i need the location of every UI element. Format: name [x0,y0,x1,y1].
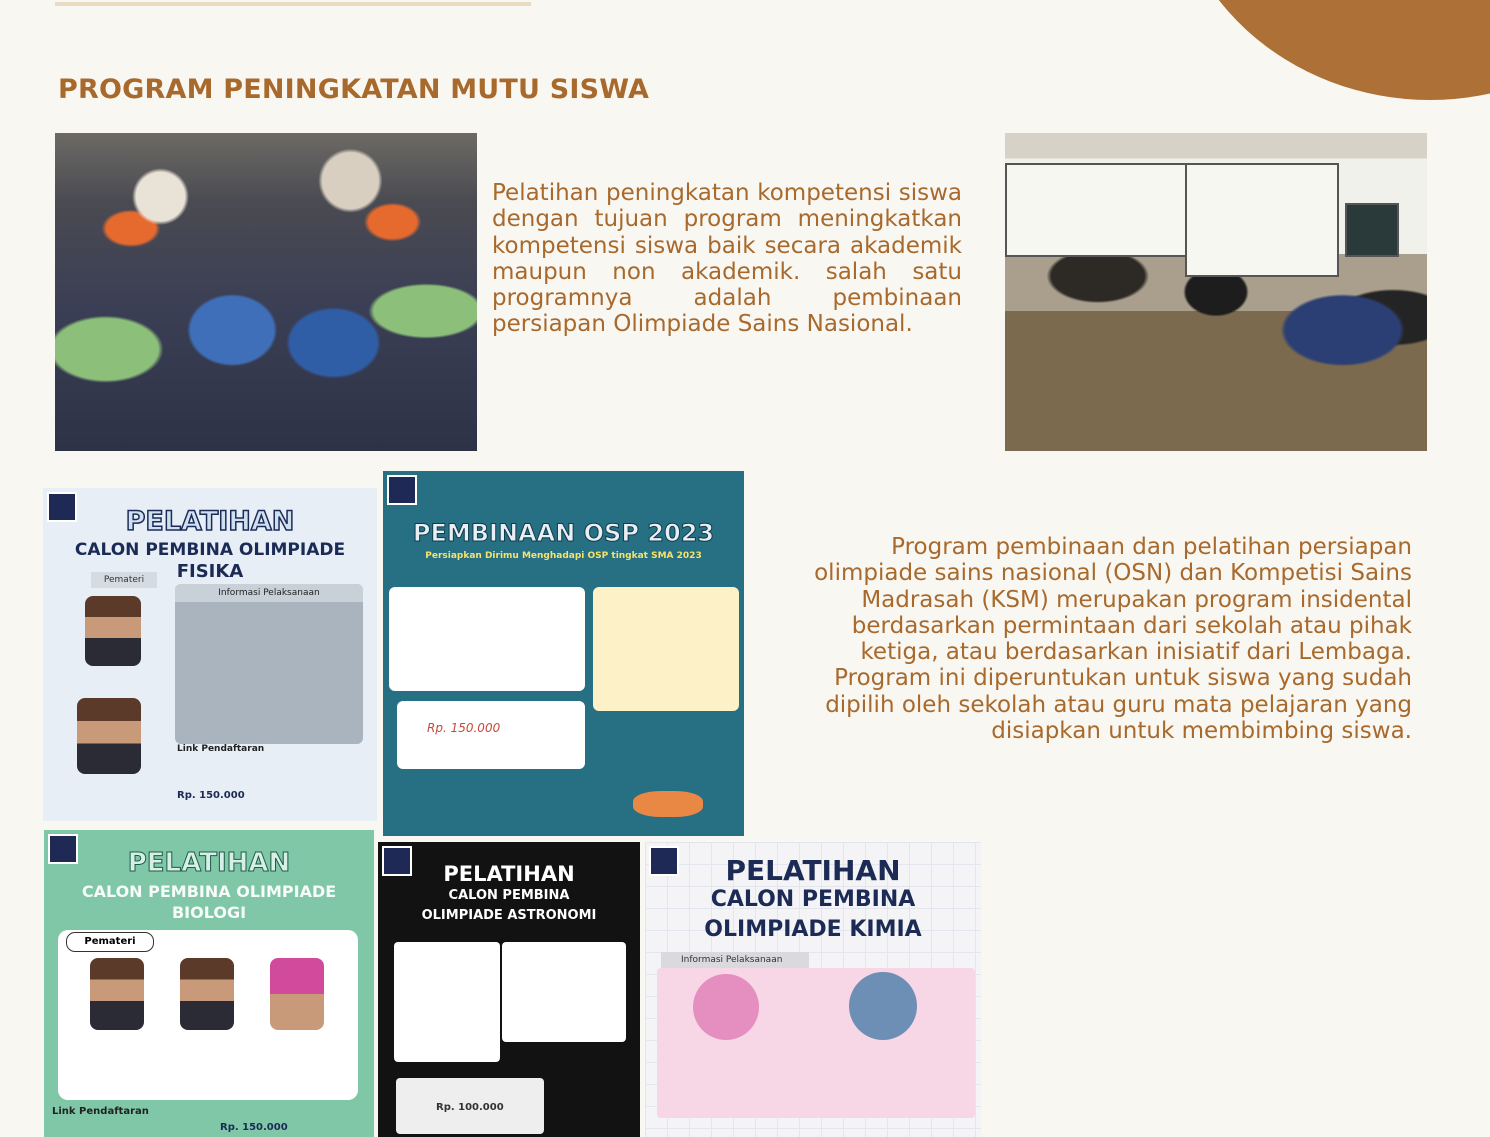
poster-subtitle: CALON PEMBINA OLIMPIADE [74,540,346,560]
speaker-photo [693,974,759,1040]
poster-osp-2023 [383,471,744,836]
intro-paragraph: Pelatihan peningkatan kompetensi siswa dengan tujuan program meningkatkan kompetensi siswa baik secara akademik maupun non akademik. salah satu programnya adalah pembinaan persiapan Olimpiade Sains Nasional. [492,180,962,338]
program-description [780,534,1412,744]
speaker-photo [85,596,141,666]
poster-title: PELATIHAN [443,862,575,886]
program-paragraph-2: Program ini diperuntukan untuk siswa yang sudah dipilih oleh sekolah atau guru mata pelajaran yang disiapkan untuk membimbing siswa. [825,665,1412,745]
poster-subtitle: CALON PEMBINA [448,888,570,903]
poster-subtitle: CALON PEMBINA OLIMPIADE [81,882,337,901]
pemateri-label: Pemateri [91,572,157,588]
poster-kimia [645,842,981,1137]
poster-subject: FISIKA [176,561,244,582]
speaker-photo [270,958,324,1030]
speaker-photo [180,958,234,1030]
poster-biologi [44,830,374,1137]
poster-subject: OLIMPIADE ASTRONOMI [421,908,597,923]
program-paragraph-1: Program pembinaan dan pelatihan persiapan olimpiade sains nasional (OSN) dan Kompetisi Sains Madrasah (KSM) merupakan program insidental berdasarkan permintaan dari sekolah atau pihak ketiga, atau berdasarkan inisiatif dari Lembaga. [814,534,1412,666]
pemateri-label: Pemateri [66,932,154,952]
speaker-photo [77,698,141,774]
logo-icon [387,475,417,505]
classroom-photo [1005,133,1427,451]
poster-subject: BIOLOGI [171,903,247,922]
link-label: Link Pendaftaran [177,744,265,754]
fee-label: Rp. 150.000 [220,1122,288,1133]
section-title: PROGRAM PENINGKATAN MUTU SISWA [58,74,650,105]
fee-label: Rp. 150.000 [177,790,245,801]
poster-title: PELATIHAN [127,848,291,878]
poster-fisika [43,488,377,821]
speaker-photo [90,958,144,1030]
fee-label: Rp. 100.000 [436,1102,504,1113]
speaker-photo [849,972,917,1040]
students-activity-photo [55,133,477,451]
info-header: Informasi Pelaksanaan [661,952,809,968]
link-label: Link Pendaftaran [52,1106,149,1117]
top-divider [55,2,531,6]
corner-decoration [1170,0,1490,100]
poster-astronomi [378,842,640,1137]
fee-label: Rp. 150.000 [427,721,501,735]
poster-title: PEMBINAAN OSP 2023 [412,519,715,547]
poster-subject: OLIMPIADE KIMIA [704,917,922,942]
poster-subtitle: Persiapkan Dirimu Menghadapi OSP tingkat SMA 2023 [425,551,702,561]
poster-title: PELATIHAN [125,506,295,537]
poster-subtitle: CALON PEMBINA [710,887,916,912]
info-header: Informasi Pelaksanaan [175,584,363,602]
poster-title: PELATIHAN [725,854,901,887]
